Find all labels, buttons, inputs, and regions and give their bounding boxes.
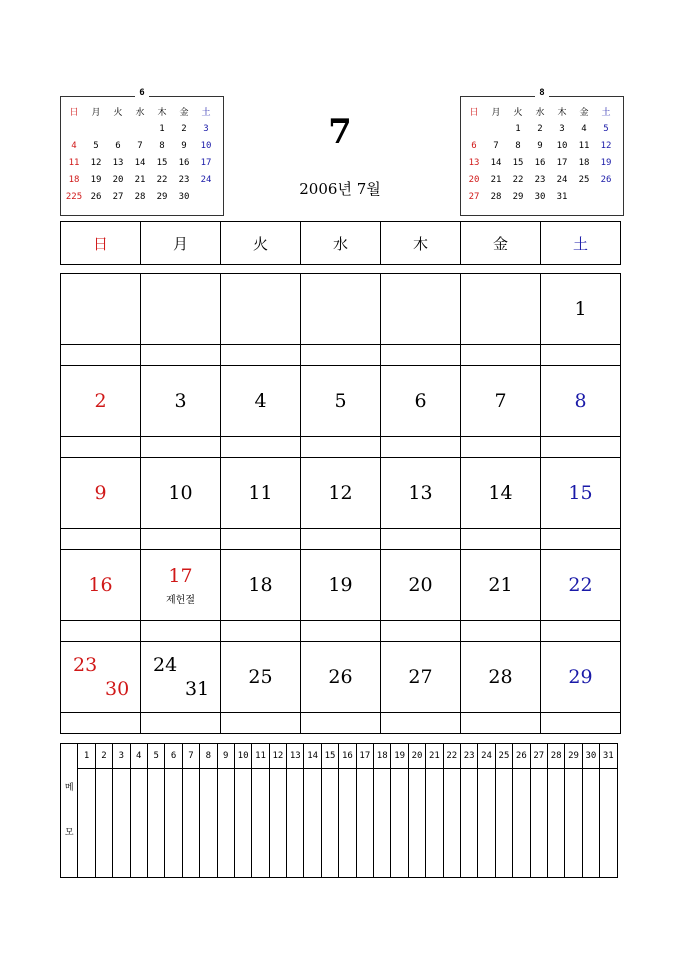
note-cell xyxy=(61,621,141,642)
day-cell: 5 xyxy=(301,366,381,437)
memo-day-column xyxy=(565,769,582,878)
memo-day-number: 18 xyxy=(374,744,391,769)
note-cell xyxy=(381,713,461,734)
weekday-label: 金 xyxy=(179,108,189,118)
memo-day-number: 30 xyxy=(582,744,599,769)
memo-day-column xyxy=(200,769,217,878)
mini-day: 4 xyxy=(581,123,587,134)
weekday-label: 水 xyxy=(535,108,545,118)
mini-day: 1 xyxy=(159,123,165,134)
memo-day-number: 1 xyxy=(78,744,95,769)
memo-day-column xyxy=(217,769,234,878)
note-cell xyxy=(141,437,221,458)
day-cell: 10 xyxy=(141,458,221,529)
day-cell-double xyxy=(141,642,221,713)
day-cell-double xyxy=(61,642,141,713)
note-cell xyxy=(61,437,141,458)
note-cell xyxy=(301,621,381,642)
memo-day-number: 3 xyxy=(113,744,130,769)
mini-day: 29 xyxy=(512,191,524,202)
note-cell xyxy=(141,529,221,550)
day-cell: 29 xyxy=(541,642,621,713)
memo-day-column xyxy=(356,769,373,878)
note-cell xyxy=(301,529,381,550)
note-cell xyxy=(541,621,621,642)
mini-day: 11 xyxy=(578,140,590,151)
mini-day: 15 xyxy=(156,157,168,168)
mini-calendar-title: 6 xyxy=(135,88,148,98)
mini-day: 12 xyxy=(90,157,102,168)
mini-day: 1 xyxy=(515,123,521,134)
memo-day-column xyxy=(304,769,321,878)
memo-day-number: 22 xyxy=(443,744,460,769)
memo-day-column xyxy=(600,769,617,878)
memo-day-column xyxy=(234,769,251,878)
note-cell xyxy=(461,345,541,366)
mini-day: 23 xyxy=(534,174,546,185)
mini-day: 10 xyxy=(556,140,568,151)
note-cell xyxy=(301,713,381,734)
note-cell xyxy=(141,345,221,366)
day-cell xyxy=(221,274,301,345)
mini-day: 3 xyxy=(559,123,565,134)
memo-day-number: 23 xyxy=(460,744,477,769)
mini-day: 5 xyxy=(93,140,99,151)
day-cell: 7 xyxy=(461,366,541,437)
mini-day: 28 xyxy=(490,191,502,202)
memo-day-column xyxy=(426,769,443,878)
day-cell: 3 xyxy=(141,366,221,437)
day-cell: 22 xyxy=(541,550,621,621)
mini-day: 3 xyxy=(203,123,209,134)
day-number: 23 xyxy=(73,654,98,676)
note-cell xyxy=(61,713,141,734)
mini-day: 2 xyxy=(537,123,543,134)
mini-day: 16 xyxy=(178,157,190,168)
mini-day: 17 xyxy=(556,157,568,168)
memo-day-number: 8 xyxy=(200,744,217,769)
memo-day-column xyxy=(547,769,564,878)
weekday-label: 土 xyxy=(201,108,211,118)
day-cell: 21 xyxy=(461,550,541,621)
memo-table xyxy=(60,743,618,878)
memo-day-number: 5 xyxy=(147,744,164,769)
note-cell xyxy=(461,621,541,642)
memo-day-column xyxy=(182,769,199,878)
day-number-overflow: 30 xyxy=(105,678,130,700)
note-cell xyxy=(221,529,301,550)
weekday-sun: 日 xyxy=(61,222,141,265)
mini-day: 8 xyxy=(159,140,165,151)
weekday-sat: 土 xyxy=(541,222,621,265)
weekday-label: 月 xyxy=(491,108,501,118)
memo-label xyxy=(61,744,78,878)
note-cell xyxy=(141,621,221,642)
memo-day-column xyxy=(408,769,425,878)
mini-day: 29 xyxy=(156,191,168,202)
note-cell xyxy=(141,713,221,734)
mini-day: 26 xyxy=(90,191,102,202)
note-cell xyxy=(461,437,541,458)
memo-day-column xyxy=(165,769,182,878)
mini-day: 15 xyxy=(512,157,524,168)
day-cell: 20 xyxy=(381,550,461,621)
mini-day: 21 xyxy=(490,174,502,185)
memo-day-column xyxy=(460,769,477,878)
mini-day: 9 xyxy=(181,140,187,151)
note-cell xyxy=(221,345,301,366)
day-number: 24 xyxy=(153,654,178,676)
weekday-label: 日 xyxy=(69,108,79,118)
memo-day-number: 13 xyxy=(287,744,304,769)
day-cell: 1 xyxy=(541,274,621,345)
note-cell xyxy=(461,713,541,734)
mini-day: 26 xyxy=(600,174,612,185)
day-cell: 16 xyxy=(61,550,141,621)
weekday-label: 月 xyxy=(91,108,101,118)
note-cell xyxy=(221,437,301,458)
memo-day-column xyxy=(287,769,304,878)
note-cell xyxy=(221,713,301,734)
note-cell xyxy=(381,437,461,458)
mini-day: 22 xyxy=(156,174,168,185)
note-cell xyxy=(301,345,381,366)
memo-day-column xyxy=(321,769,338,878)
memo-day-column xyxy=(339,769,356,878)
memo-day-column xyxy=(113,769,130,878)
memo-label-1: 메 xyxy=(64,783,74,793)
note-cell xyxy=(61,345,141,366)
day-cell: 12 xyxy=(301,458,381,529)
memo-day-number: 25 xyxy=(495,744,512,769)
mini-day: 17 xyxy=(200,157,212,168)
mini-day: 10 xyxy=(200,140,212,151)
day-cell: 11 xyxy=(221,458,301,529)
memo-day-number: 10 xyxy=(234,744,251,769)
weekday-mon: 月 xyxy=(141,222,221,265)
memo-day-number: 20 xyxy=(408,744,425,769)
day-cell: 28 xyxy=(461,642,541,713)
mini-day: 6 xyxy=(471,140,477,151)
note-cell xyxy=(61,529,141,550)
mini-calendar-title: 8 xyxy=(535,88,548,98)
mini-day: 23 xyxy=(178,174,190,185)
weekday-label: 日 xyxy=(469,108,479,118)
memo-day-number: 29 xyxy=(565,744,582,769)
memo-day-column xyxy=(582,769,599,878)
day-cell: 25 xyxy=(221,642,301,713)
weekday-label: 火 xyxy=(113,108,123,118)
memo-day-column xyxy=(130,769,147,878)
mini-day: 28 xyxy=(134,191,146,202)
mini-day: 30 xyxy=(534,191,546,202)
memo-day-number: 28 xyxy=(547,744,564,769)
day-cell xyxy=(461,274,541,345)
day-cell: 26 xyxy=(301,642,381,713)
day-cell: 27 xyxy=(381,642,461,713)
mini-day: 14 xyxy=(134,157,146,168)
memo-day-number: 19 xyxy=(391,744,408,769)
mini-day: 20 xyxy=(468,174,480,185)
memo-day-number: 7 xyxy=(182,744,199,769)
mini-day: 13 xyxy=(112,157,124,168)
note-cell xyxy=(221,621,301,642)
mini-day: 27 xyxy=(468,191,480,202)
memo-day-number: 6 xyxy=(165,744,182,769)
memo-day-number: 15 xyxy=(321,744,338,769)
note-cell xyxy=(461,529,541,550)
mini-day: 22 xyxy=(512,174,524,185)
note-cell xyxy=(541,437,621,458)
day-cell: 4 xyxy=(221,366,301,437)
memo-day-number: 31 xyxy=(600,744,617,769)
day-cell xyxy=(381,274,461,345)
mini-day: 18 xyxy=(68,174,80,185)
mini-day: 2 xyxy=(181,123,187,134)
holiday-name: 제헌절 xyxy=(166,594,195,606)
mini-day: 18 xyxy=(578,157,590,168)
mini-day: 7 xyxy=(493,140,499,151)
memo-day-number: 26 xyxy=(513,744,530,769)
note-cell xyxy=(301,437,381,458)
mini-day: 4 xyxy=(71,140,77,151)
note-cell xyxy=(541,713,621,734)
note-cell xyxy=(381,621,461,642)
day-cell: 2 xyxy=(61,366,141,437)
memo-day-column xyxy=(391,769,408,878)
weekday-label: 金 xyxy=(579,108,589,118)
weekday-thu: 木 xyxy=(381,222,461,265)
memo-day-number: 11 xyxy=(252,744,269,769)
day-cell xyxy=(61,274,141,345)
memo-day-number: 24 xyxy=(478,744,495,769)
day-cell: 14 xyxy=(461,458,541,529)
weekday-label: 木 xyxy=(157,108,167,118)
mini-day: 8 xyxy=(515,140,521,151)
day-cell: 6 xyxy=(381,366,461,437)
memo-day-number: 14 xyxy=(304,744,321,769)
mini-day: 12 xyxy=(600,140,612,151)
note-cell xyxy=(381,529,461,550)
month-grid xyxy=(60,273,621,734)
mini-day: 5 xyxy=(603,123,609,134)
mini-day: 6 xyxy=(115,140,121,151)
memo-day-column xyxy=(374,769,391,878)
mini-day: 16 xyxy=(534,157,546,168)
memo-day-column xyxy=(530,769,547,878)
weekday-fri: 金 xyxy=(461,222,541,265)
mini-day: 25 xyxy=(578,174,590,185)
weekday-label: 水 xyxy=(135,108,145,118)
memo-day-number: 9 xyxy=(217,744,234,769)
memo-day-number: 12 xyxy=(269,744,286,769)
memo-day-number: 21 xyxy=(426,744,443,769)
note-cell xyxy=(381,345,461,366)
day-number: 17 xyxy=(168,564,193,587)
day-number-overflow: 31 xyxy=(185,678,210,700)
memo-day-number: 2 xyxy=(95,744,112,769)
memo-day-column xyxy=(95,769,112,878)
day-cell: 19 xyxy=(301,550,381,621)
weekday-wed: 水 xyxy=(301,222,381,265)
day-cell: 13 xyxy=(381,458,461,529)
note-cell xyxy=(541,345,621,366)
memo-day-column xyxy=(147,769,164,878)
memo-day-column xyxy=(513,769,530,878)
mini-day: 14 xyxy=(490,157,502,168)
memo-day-number: 27 xyxy=(530,744,547,769)
mini-day: 19 xyxy=(90,174,102,185)
day-cell-holiday xyxy=(141,550,221,621)
mini-day: 24 xyxy=(556,174,568,185)
day-cell: 15 xyxy=(541,458,621,529)
memo-day-column xyxy=(252,769,269,878)
mini-day: 13 xyxy=(468,157,480,168)
mini-day: 7 xyxy=(137,140,143,151)
mini-day: 27 xyxy=(112,191,124,202)
mini-day: 19 xyxy=(600,157,612,168)
mini-day: 21 xyxy=(134,174,146,185)
memo-label-2: 모 xyxy=(64,828,74,838)
mini-day: 11 xyxy=(68,157,80,168)
weekday-label: 火 xyxy=(513,108,523,118)
memo-day-column xyxy=(495,769,512,878)
day-cell: 18 xyxy=(221,550,301,621)
memo-day-number: 16 xyxy=(339,744,356,769)
memo-day-column xyxy=(478,769,495,878)
weekday-tue: 火 xyxy=(221,222,301,265)
mini-day: 30 xyxy=(178,191,190,202)
mini-day: 9 xyxy=(537,140,543,151)
mini-day: 31 xyxy=(556,191,568,202)
memo-day-column xyxy=(269,769,286,878)
month-number: 7 xyxy=(328,112,352,152)
memo-day-number: 4 xyxy=(130,744,147,769)
memo-day-column xyxy=(443,769,460,878)
memo-day-number: 17 xyxy=(356,744,373,769)
weekday-label: 木 xyxy=(557,108,567,118)
mini-day: 20 xyxy=(112,174,124,185)
weekday-header xyxy=(60,221,621,265)
mini-day: 24 xyxy=(200,174,212,185)
day-cell xyxy=(141,274,221,345)
day-cell: 8 xyxy=(541,366,621,437)
memo-day-column xyxy=(78,769,95,878)
month-subtitle: 2006년 7월 xyxy=(299,180,381,198)
day-cell xyxy=(301,274,381,345)
mini-day: 225 xyxy=(65,191,83,202)
note-cell xyxy=(541,529,621,550)
weekday-label: 土 xyxy=(601,108,611,118)
day-cell: 9 xyxy=(61,458,141,529)
